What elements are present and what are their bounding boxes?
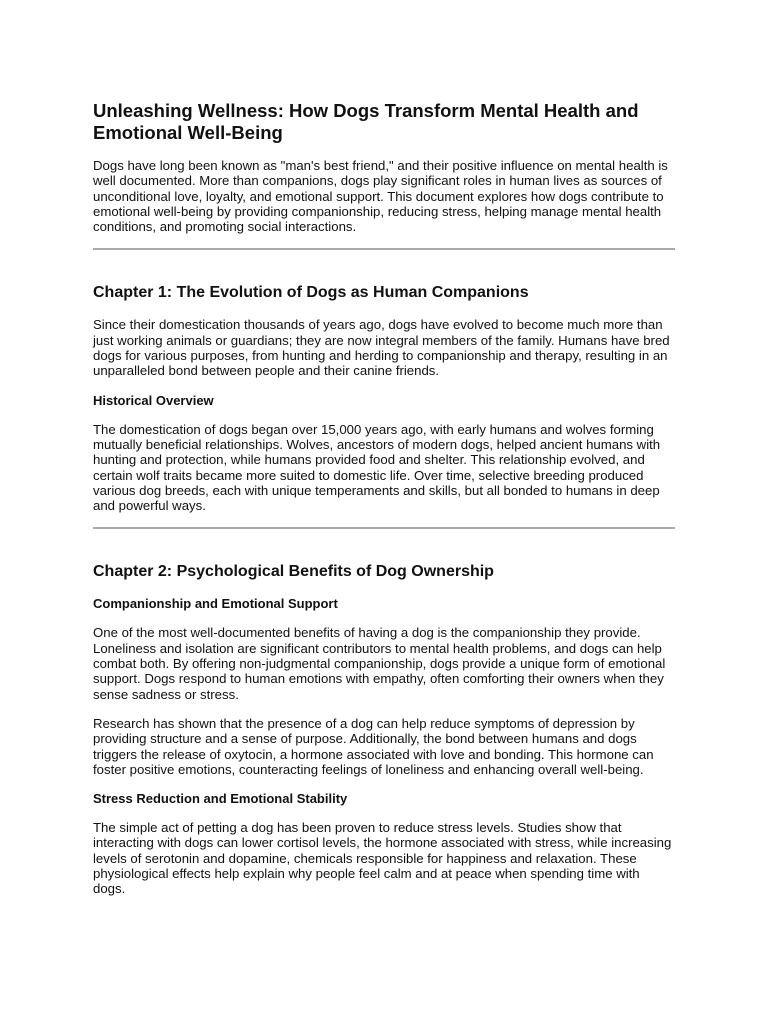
document-page — [93, 100, 675, 911]
chapter-1-heading: Chapter 1: The Evolution of Dogs as Human Companions — [93, 284, 529, 302]
chapter-2-heading: Chapter 2: Psychological Benefits of Dog Ownership — [93, 563, 494, 581]
companionship-heading: Companionship and Emotional Support — [93, 596, 338, 612]
companionship-paragraph-1: One of the most well-documented benefits of having a dog is the companionship they provide. Loneliness and isolation are significant contributors to mental health problems, and dogs can help combat both. By offering non-judgmental companionship, dogs provide a unique form of emotional support. Dogs respond to human emotions with empathy, often comforting their owners when they sense sadness or stress. — [93, 625, 666, 702]
companionship-paragraph-2: Research has shown that the presence of a dog can help reduce symptoms of depression by providing structure and a sense of purpose. Additionally, the bond between humans and dogs triggers the release of oxytocin, a hormone associated with love and bonding. This hormone can foster positive emotions, counteracting feelings of loneliness and enhancing overall well-being. — [93, 715, 654, 777]
historical-overview-paragraph: The domestication of dogs began over 15,000 years ago, with early humans and wolves forming mutually beneficial relationships. Wolves, ancestors of modern dogs, helped ancient humans with hunting and protection, while humans provided food and shelter. This relationship evolved, and certain wolf traits became more suited to domestic life. Over time, selective breeding produced various dog breeds, each with unique temperaments and skills, but all bonded to humans in deep and powerful ways. — [93, 421, 661, 514]
stress-reduction-heading: Stress Reduction and Emotional Stability — [93, 791, 348, 807]
intro-paragraph: Dogs have long been known as "man's best friend," and their positive influence on mental health is well documented. More than companions, dogs play significant roles in human lives as sources of unconditional love, loyalty, and emotional support. This document explores how dogs contribute to emotional well-being by providing companionship, reducing stress, helping manage mental health conditions, and promoting social interactions. — [93, 158, 668, 235]
historical-overview-heading: Historical Overview — [93, 392, 214, 408]
document-title: Unleashing Wellness: How Dogs Transform Mental Health and Emotional Well-Being — [93, 100, 639, 143]
section-divider — [93, 527, 675, 529]
stress-reduction-paragraph: The simple act of petting a dog has been proven to reduce stress levels. Studies show that interacting with dogs can lower cortisol levels, the hormone associated with stress, while increasing levels of serotonin and dopamine, chemicals responsible for happiness and relaxation. These physiological effects help explain why people feel calm and at peace when spending time with dogs. — [93, 820, 672, 897]
section-divider — [93, 248, 675, 250]
chapter-1-paragraph: Since their domestication thousands of years ago, dogs have evolved to become much more than just working animals or guardians; they are now integral members of the family. Humans have bred dogs for various purposes, from hunting and herding to companionship and therapy, resulting in an unparalleled bond between people and their canine friends. — [93, 317, 670, 379]
